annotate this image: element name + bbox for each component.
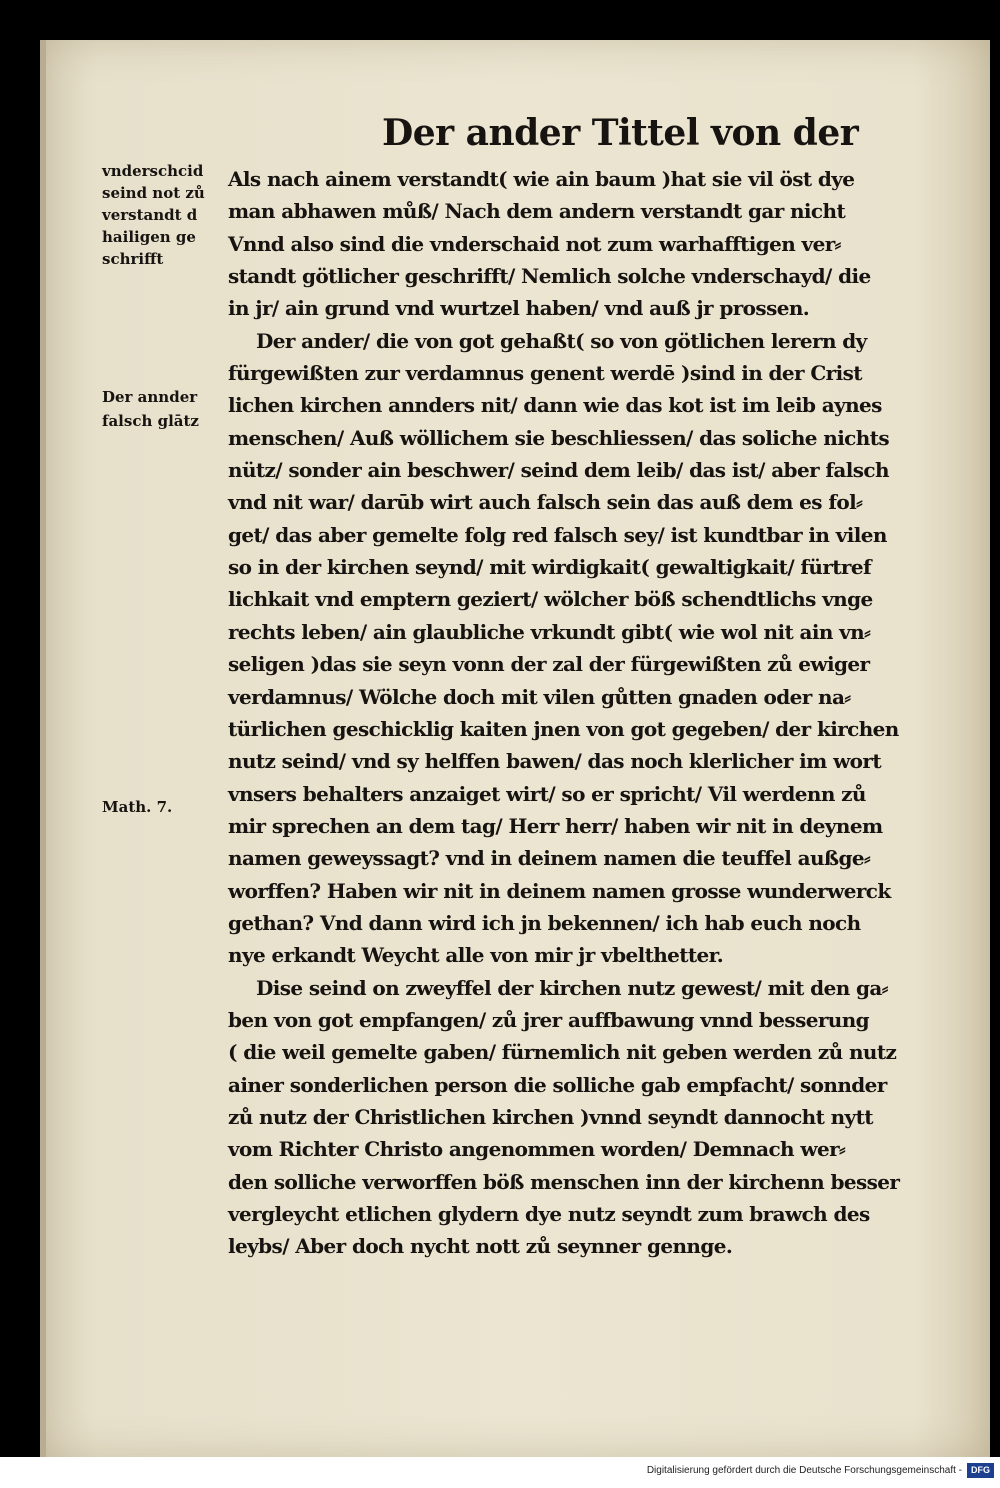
text-line: so in der kirchen seynd/ mit wirdigkait( gewaltigkait/ fürtref [228, 555, 871, 580]
text-line: namen geweyssagt? vnd in deinem namen die teuffel außge⸗ [228, 846, 871, 871]
margin-note: Math. 7. [102, 798, 173, 816]
text-line: ben von got empfangen/ zů jrer auffbawung vnnd besserung [228, 1007, 870, 1032]
text-line: worffen? Haben wir nit in deinem namen grosse wunderwerck [228, 878, 891, 903]
margin-note: falsch glātz [102, 412, 199, 430]
text-line: türlichen geschicklig kaiten jnen von got gegeben/ der kirchen [228, 716, 899, 741]
text-line: den solliche verworffen böß menschen inn der kirchenn besser [228, 1169, 900, 1194]
text-line: menschen/ Auß wöllichem sie beschliessen/ das soliche nichts [228, 425, 890, 450]
body-text [228, 163, 948, 1263]
margin-note: hailigen ge [102, 228, 196, 246]
text-line: lichkait vnd emptern geziert/ wölcher böß schendtlichs vnge [228, 587, 873, 612]
text-line: fürgewißten zur verdamnus genent werdē )sind in der Crist [228, 361, 862, 386]
running-title: Der ander Tittel von der [382, 112, 859, 154]
text-line: mir sprechen an dem tag/ Herr herr/ haben wir nit in deynem [228, 813, 883, 838]
page-edge [40, 40, 46, 1457]
text-line: vom Richter Christo angenommen worden/ Demnach wer⸗ [228, 1137, 846, 1162]
text-line: ( die weil gemelte gaben/ fürnemlich nit geben werden zů nutz [228, 1040, 897, 1065]
text-line: Der ander/ die von got gehaßt( so von götlichen lerern dy [256, 328, 867, 353]
margin-note: verstandt d [102, 206, 198, 224]
text-line: rechts leben/ ain glaubliche vrkundt gibt( wie wol nit ain vn⸗ [228, 619, 871, 644]
text-line: man abhawen můß/ Nach dem andern verstandt gar nicht [228, 199, 846, 224]
text-line: zů nutz der Christlichen kirchen )vnnd seyndt dannocht nytt [228, 1104, 873, 1129]
text-line: lichen kirchen annders nit/ dann wie das kot ist im leib aynes [228, 393, 882, 418]
margin-note: seind not zů [102, 184, 205, 202]
footer-bar [0, 1457, 1000, 1488]
text-line: vnsers behalters anzaiget wirt/ so er spricht/ Vil werdenn zů [228, 781, 866, 806]
margin-note: vnderschcid [102, 162, 204, 180]
text-line: verdamnus/ Wölche doch mit vilen gůtten gnaden oder na⸗ [228, 684, 851, 709]
text-line: nye erkandt Weycht alle von mir jr vbelthetter. [228, 943, 724, 968]
text-line: Dise seind on zweyffel der kirchen nutz gewest/ mit den ga⸗ [256, 975, 888, 1000]
text-line: ainer sonderlichen person die solliche gab empfacht/ sonnder [228, 1072, 887, 1097]
text-line: seligen )das sie seyn vonn der zal der fürgewißten zů ewiger [228, 652, 870, 677]
margin-note: Der annder [102, 388, 198, 406]
margin-note: schrifft [102, 250, 164, 268]
text-line: in jr/ ain grund vnd wurtzel haben/ vnd auß jr prossen. [228, 296, 810, 321]
text-line: leybs/ Aber doch nycht nott zů seynner gennge. [228, 1234, 733, 1259]
text-line: Vnnd also sind die vnderschaid not zum warhafftigen ver⸗ [228, 231, 841, 256]
text-line: vergleycht etlichen glydern dye nutz seyndt zum brawch des [228, 1202, 870, 1226]
dfg-logo: DFG [967, 1463, 994, 1478]
text-line: nutz seind/ vnd sy helffen bawen/ das noch klerlicher im wort [228, 749, 882, 774]
text-line: vnd nit war/ darūb wirt auch falsch sein das auß dem es fol⸗ [228, 490, 863, 515]
text-line: get/ das aber gemelte folg red falsch sey/ ist kundtbar in vilen [228, 522, 887, 547]
funding-credit: Digitalisierung gefördert durch die Deutsche Forschungsgemeinschaft - [646, 1465, 962, 1476]
text-line: gethan? Vnd dann wird ich jn bekennen/ ich hab euch noch [228, 910, 861, 935]
text-line: standt götlicher geschrifft/ Nemlich solche vnderschayd/ die [228, 264, 871, 289]
text-line: Als nach ainem verstandt( wie ain baum )hat sie vil öst dye [228, 167, 855, 191]
book-page [40, 40, 990, 1457]
text-line: nütz/ sonder ain beschwer/ seind dem leib/ das ist/ aber falsch [228, 458, 889, 483]
